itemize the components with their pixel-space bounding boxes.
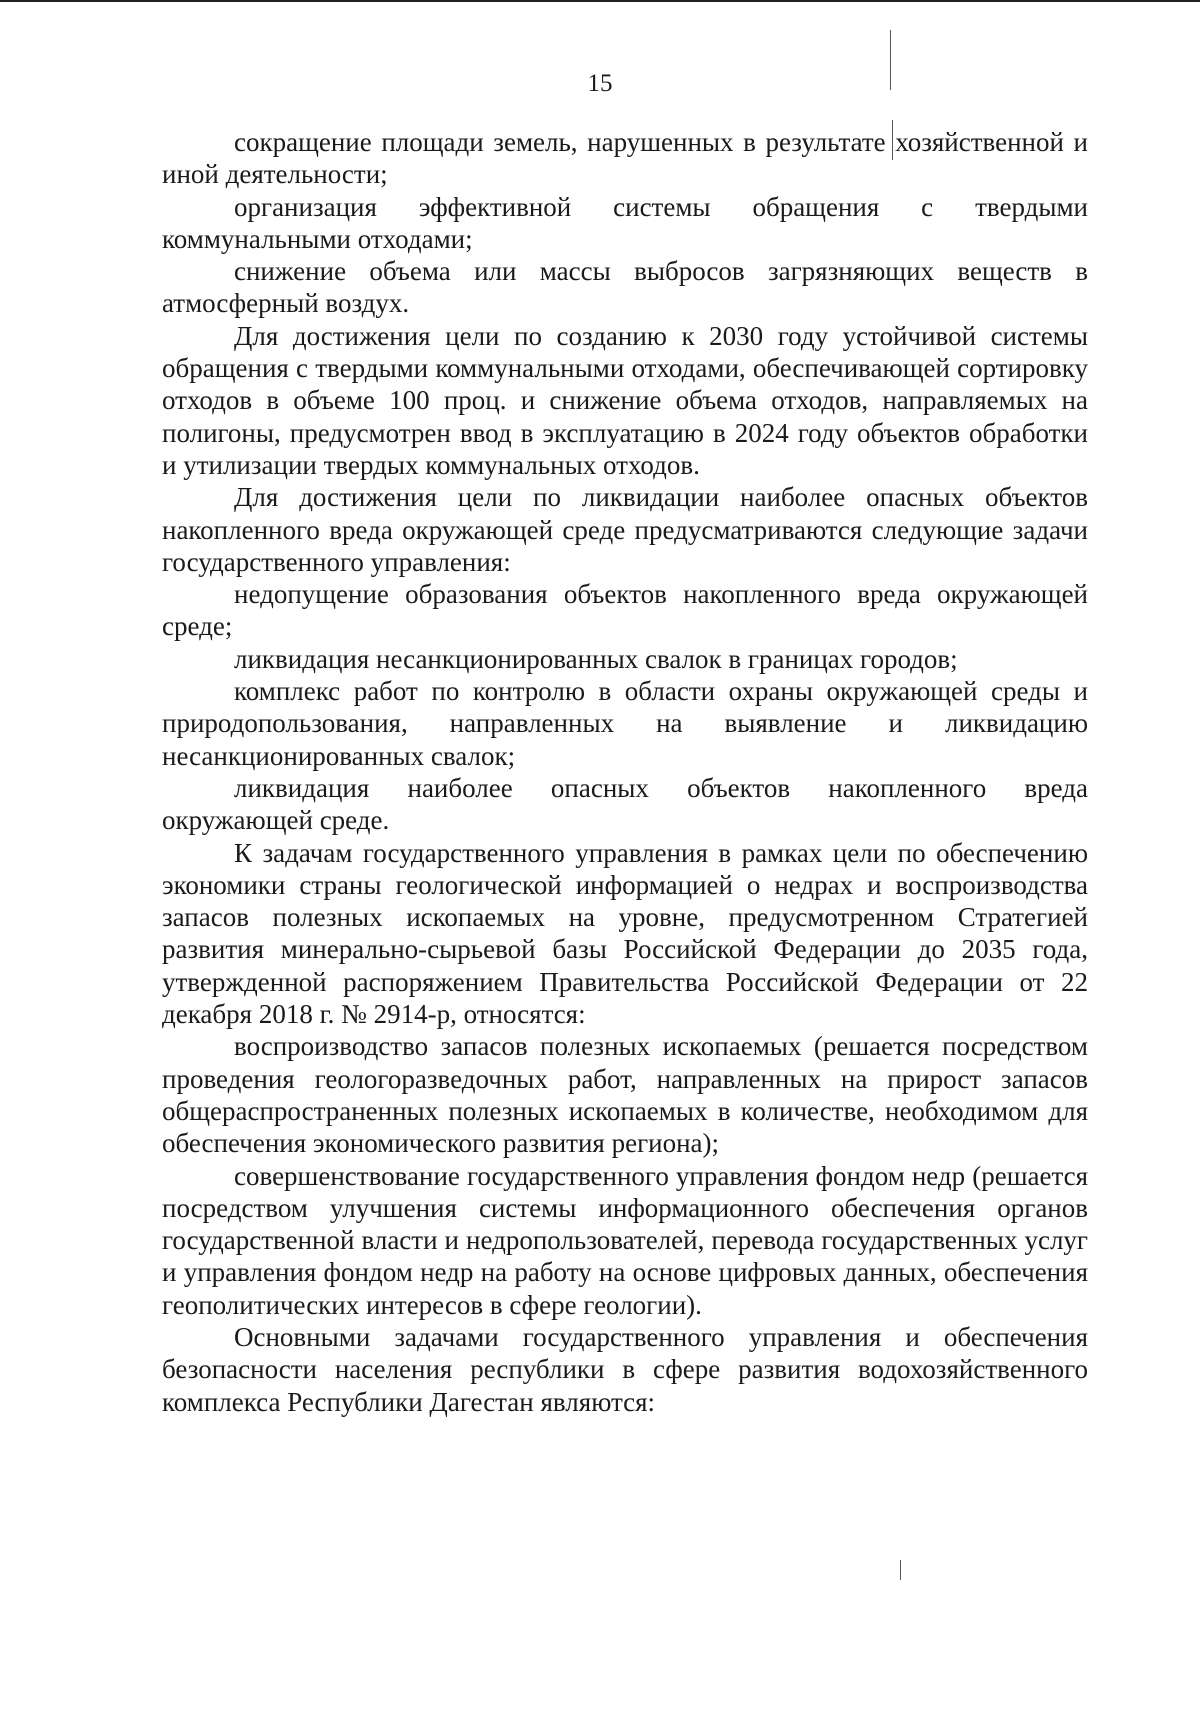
- page-number: 15: [587, 70, 613, 97]
- paragraph: ликвидация наиболее опасных объектов накопленного вреда окружающей среде.: [162, 772, 1088, 836]
- scan-fold-mark: [900, 1560, 901, 1580]
- paragraph: совершенствование государственного управления фондом недр (решается посредством улучшения системы информационного обеспечения органов государственной власти и недропользователей, перевода государственных услуг и управления фондом недр на работу на основе цифровых данных, обеспечения геополитических интересов в сфере геологии).: [162, 1160, 1088, 1320]
- scan-edge-line: [0, 0, 1200, 2]
- document-body: [162, 126, 1088, 1418]
- paragraph: воспроизводство запасов полезных ископаемых (решается посредством проведения геологоразведочных работ, направленных на прирост запасов общераспространенных полезных ископаемых в количестве, необходимом для обеспечения экономического развития региона);: [162, 1031, 1088, 1159]
- paragraph: снижение объема или массы выбросов загрязняющих веществ в атмосферный воздух.: [162, 256, 1088, 319]
- paragraph: Для достижения цели по ликвидации наиболее опасных объектов накопленного вреда окружающей среде предусматриваются следующие задачи государственного управления:: [162, 482, 1088, 577]
- paragraph: комплекс работ по контролю в области охраны окружающей среды и природопользования, направленных на выявление и ликвидацию несанкционированных свалок;: [162, 676, 1088, 771]
- paragraph: К задачам государственного управления в рамках цели по обеспечению экономики страны геологической информацией о недрах и воспроизводства запасов полезных ископаемых на уровне, предусмотренном Стратегией развития минерально-сырьевой базы Российской Федерации до 2035 года, утвержденной распоряжением Правительства Российской Федерации от 22 декабря 2018 г. № 2914-р, относятся:: [162, 837, 1088, 1030]
- paragraph: организация эффективной системы обращения с твердыми коммунальными отходами;: [162, 191, 1088, 254]
- paragraph: ликвидация несанкционированных свалок в границах городов;: [234, 643, 958, 674]
- paragraph: Для достижения цели по созданию к 2030 году устойчивой системы обращения с твердыми коммунальными отходами, обеспечивающей сортировку отходов в объеме 100 проц. и снижение объема отходов, направляемых на полигоны, предусмотрен ввод в эксплуатацию в 2024 году объектов обработки и утилизации твердых коммунальных отходов.: [162, 320, 1088, 480]
- paragraph: недопущение образования объектов накопленного вреда окружающей среде;: [162, 579, 1088, 642]
- paragraph: сокращение площади земель, нарушенных в результате хозяйственной и иной деятельности;: [162, 127, 1088, 190]
- paragraph: Основными задачами государственного управления и обеспечения безопасности населения республики в сфере развития водохозяйственного комплекса Республики Дагестан являются:: [162, 1321, 1088, 1417]
